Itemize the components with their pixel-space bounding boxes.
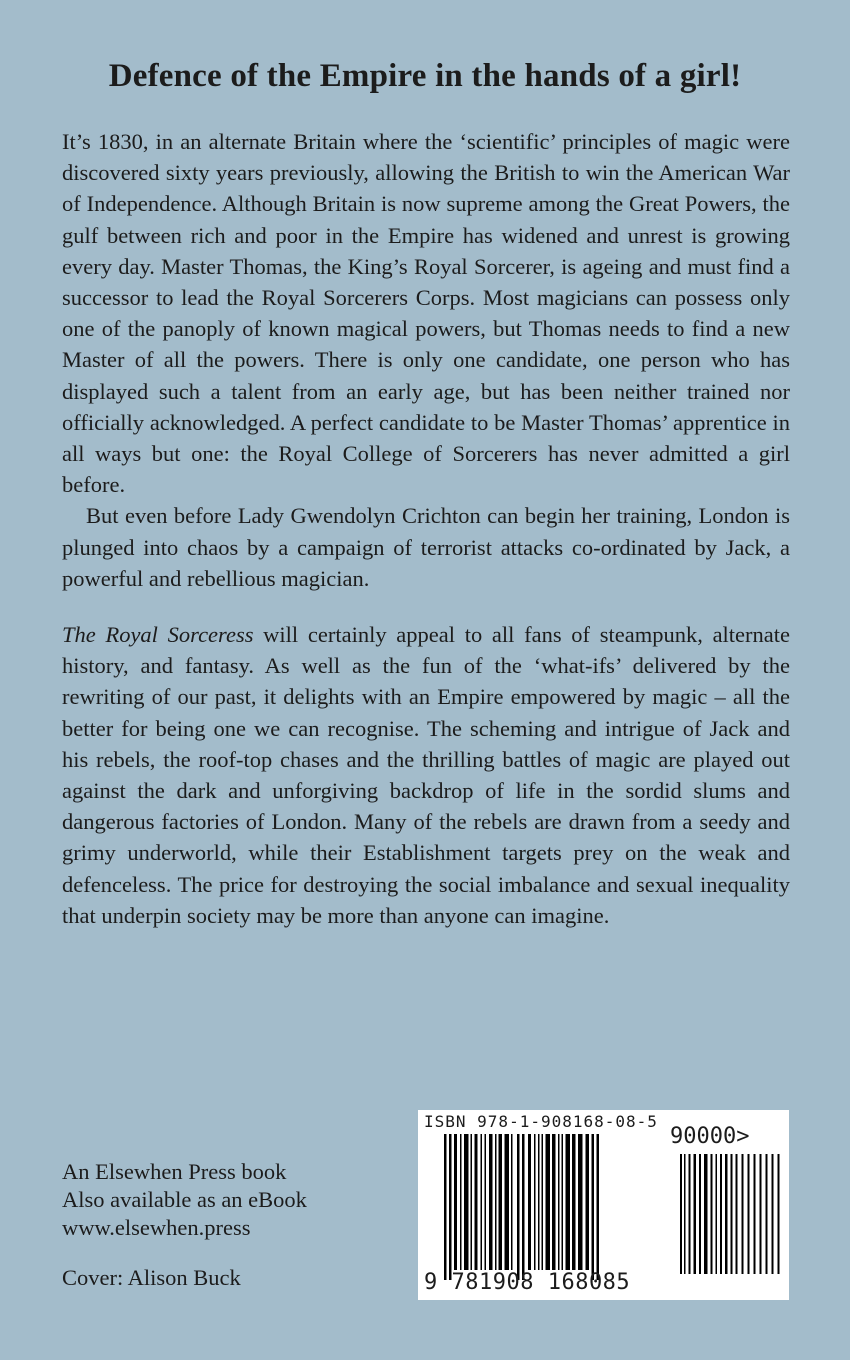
barcode-guard-bar	[597, 1134, 600, 1280]
addon-bar	[704, 1154, 708, 1274]
barcode-bar	[499, 1134, 503, 1270]
barcode-bar	[586, 1134, 590, 1270]
addon-bar	[699, 1154, 701, 1274]
barcode-bar	[511, 1134, 513, 1270]
barcode-bar	[471, 1134, 473, 1270]
barcode-bar	[562, 1134, 564, 1270]
isbn-label: ISBN 978-1-908168-08-5	[424, 1112, 658, 1131]
barcode-bar	[485, 1134, 487, 1270]
blurb-paragraph-1: It’s 1830, in an alternate Britain where the ‘scientific’ principles of magic were discovered sixty years previously, allowing the British to win the American War of Independence. Although Britain is now supreme among the Great Powers, the gulf between rich and poor in the Empire has widened and unrest is growing every day. Master Thomas, the King’s Royal Sorcerer, is ageing and must find a successor to lead the Royal Sorcerers Corps. Most magicians can possess only one of the panoply of known magical powers, but Thomas needs to find a new Master of all the powers. There is only one candidate, one person who has displayed such a talent from an early age, but has been neither trained nor officially acknowledged. A perfect candidate to be Master Thomas’ apprentice in all ways but one: the Royal College of Sorcerers has never admitted a girl before.	[62, 129, 790, 498]
blurb-paragraph-2: But even before Lady Gwendolyn Crichton can begin her training, London is plunged into chaos by a campaign of terrorist attacks co-ordinated by Jack, a powerful and rebellious magician.	[62, 503, 790, 591]
barcode-bar	[572, 1134, 576, 1270]
barcode-guard-bar	[449, 1134, 452, 1280]
barcode-bar	[454, 1134, 457, 1270]
barcode-bar	[578, 1134, 583, 1270]
barcode-guard-bar	[522, 1134, 525, 1280]
book-title: The Royal Sorceress	[62, 622, 254, 648]
website-line: www.elsewhen.press	[62, 1215, 251, 1240]
addon-bar	[725, 1154, 728, 1274]
addon-bar	[689, 1154, 691, 1274]
addon-bar	[748, 1154, 750, 1274]
barcode-bar	[558, 1134, 560, 1270]
barcode-bar	[552, 1134, 556, 1270]
imprint-block	[62, 1158, 307, 1292]
barcode-bar	[475, 1134, 478, 1270]
barcode-bar	[464, 1134, 469, 1270]
barcode-bar	[528, 1134, 531, 1270]
addon-bar	[731, 1154, 733, 1274]
barcode-bar	[460, 1134, 462, 1270]
barcode-bar	[534, 1134, 536, 1270]
barcode-bar	[542, 1134, 544, 1270]
barcode-bar	[546, 1134, 551, 1270]
addon-bar	[680, 1154, 682, 1274]
addon-bar	[694, 1154, 697, 1274]
barcode-bar	[566, 1134, 571, 1270]
barcode-bar	[495, 1134, 497, 1270]
addon-bar	[711, 1154, 713, 1274]
addon-bar	[716, 1154, 718, 1274]
blurb-paragraph-3-text: will certainly appeal to all fans of steampunk, alternate history, and fantasy. As well as the fun of the ‘what-ifs’ delivered by the rewriting of our past, it delights with an Empire empowered by magic – all the better for being one we can recognise. The scheming and intrigue of Jack and his rebels, the roof-top chases and the thrilling battles of magic are played out against the dark and unforgiving backdrop of life in the sordid slums and dangerous factories of London. Many of the rebels are drawn from a seedy and grimy underworld, while their Establishment targets prey on the weak and defenceless. The price for destroying the social imbalance and sexual inequality that underpin society may be more than anyone can imagine.	[62, 622, 791, 928]
ean-digits: 9 781908 168085	[424, 1270, 631, 1295]
addon-bar	[754, 1154, 756, 1274]
barcode-bar	[538, 1134, 540, 1270]
headline: Defence of the Empire in the hands of a girl!	[108, 58, 742, 94]
addon-bar	[742, 1154, 744, 1274]
barcode-guard-bar	[444, 1134, 447, 1280]
addon-bar	[772, 1154, 774, 1274]
addon-bar	[778, 1154, 780, 1274]
addon-bar	[736, 1154, 738, 1274]
cover-credit: Cover: Alison Buck	[62, 1265, 241, 1290]
addon-bar	[760, 1154, 762, 1274]
barcode-bar	[489, 1134, 493, 1270]
blurb	[62, 126, 790, 931]
blurb-paragraph-3	[62, 619, 790, 931]
barcode-guard-bar	[592, 1134, 595, 1280]
publisher-line: An Elsewhen Press book	[62, 1159, 287, 1184]
barcode-bar	[481, 1134, 483, 1270]
isbn-barcode	[418, 1110, 789, 1300]
ebook-line: Also available as an eBook	[62, 1187, 307, 1212]
addon-bar	[684, 1154, 686, 1274]
barcode-guard-bar	[517, 1134, 520, 1280]
price-code: 90000>	[670, 1124, 750, 1149]
barcode-bar	[505, 1134, 510, 1270]
addon-bar	[720, 1154, 722, 1274]
addon-bar	[766, 1154, 768, 1274]
